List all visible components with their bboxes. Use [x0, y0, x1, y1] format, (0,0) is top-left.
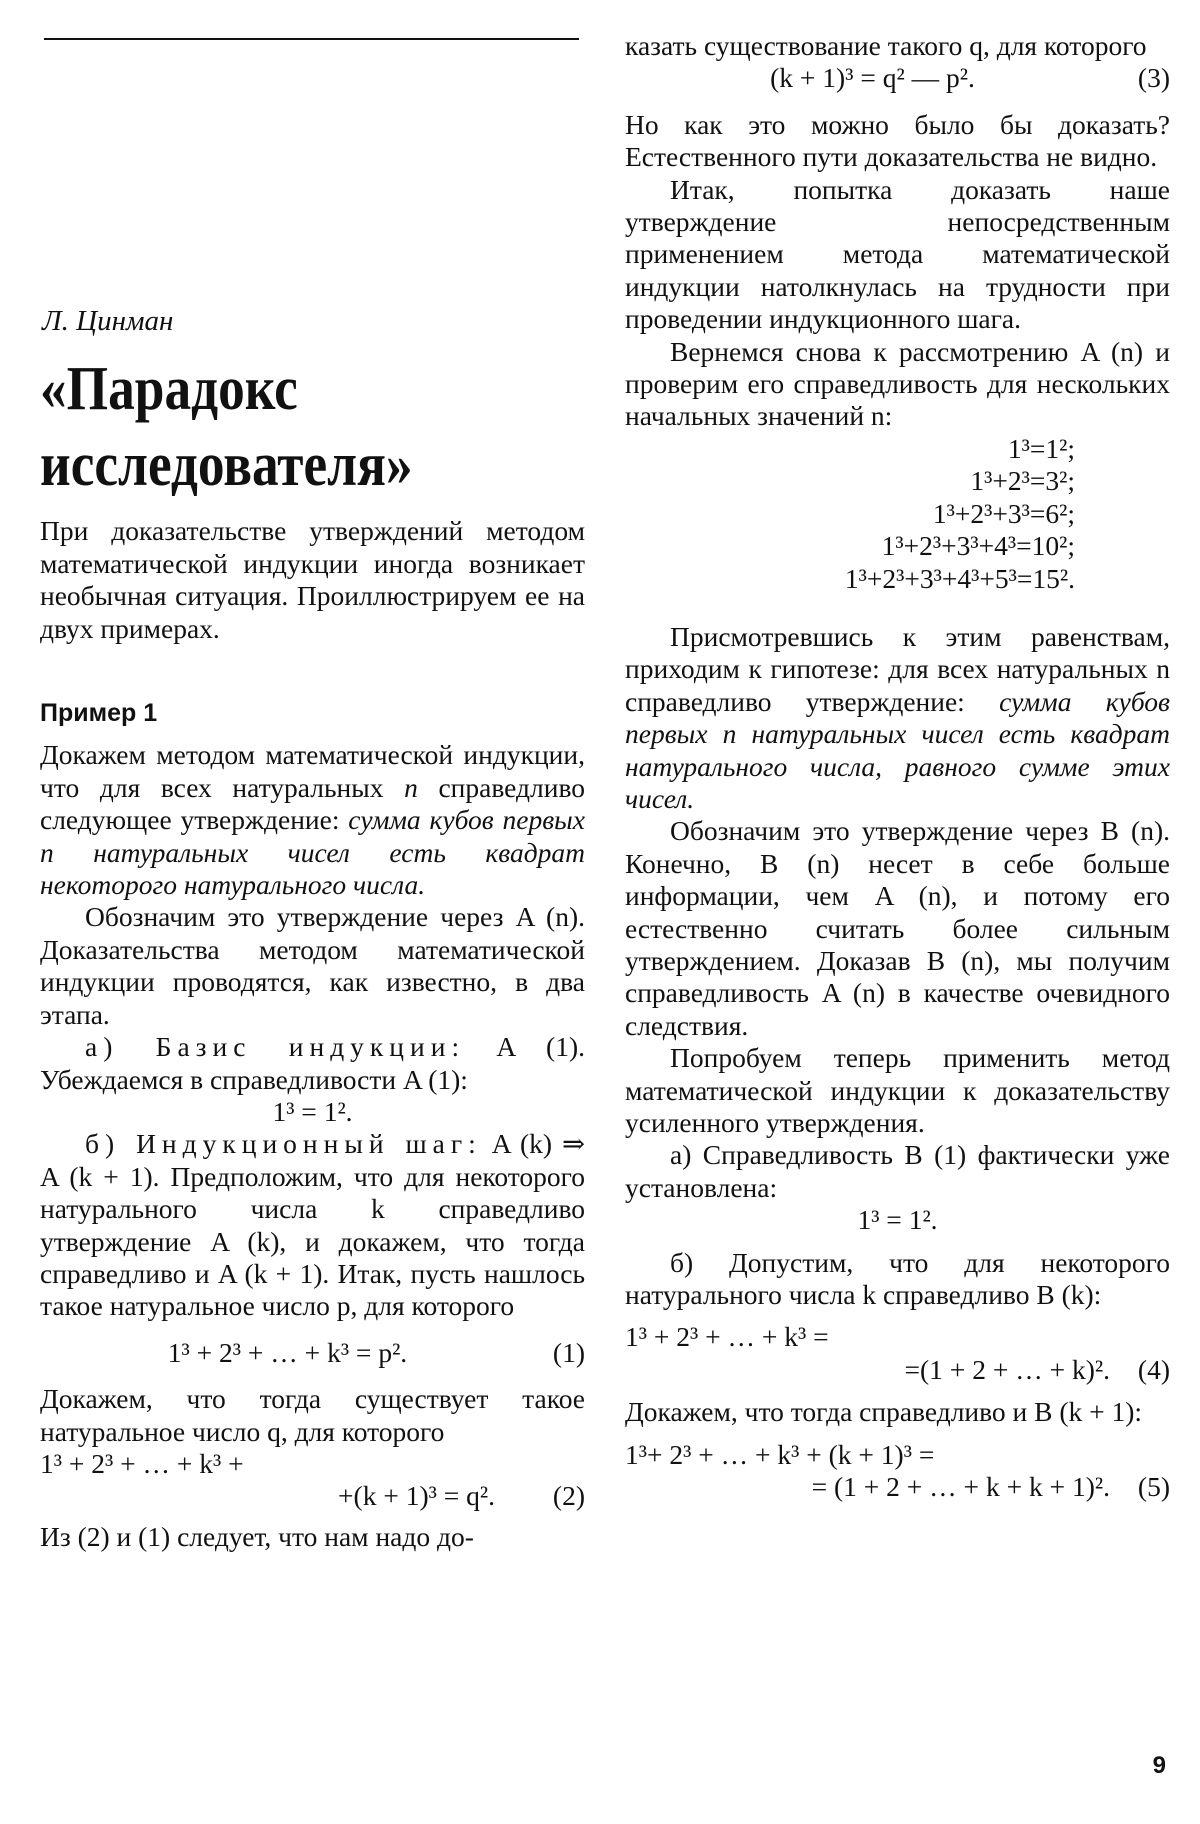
equation-number: (3)	[1137, 62, 1170, 94]
left-paragraph-5: Докажем, что тогда существует такое натуральное число q, для которого	[40, 1383, 585, 1447]
right-paragraph-10: Докажем, что тогда справедливо и B (k + 1):	[625, 1396, 1143, 1428]
right-column	[625, 30, 1170, 1503]
equation-expression: =(1 + 2 + … + k)².	[904, 1353, 1110, 1385]
equation-3	[625, 62, 1170, 94]
equation-expression: +(k + 1)³ = q².	[338, 1480, 495, 1512]
cube-sum-line: 1³+2³=3²;	[970, 465, 1075, 497]
right-paragraph-7: Попробуем теперь применить метод математической индукции к доказательству усиленного утверждения.	[625, 1042, 1170, 1138]
cube-sum-line: 1³+2³+3³+4³+5³=15².	[844, 562, 1075, 594]
equation-2-line-1: 1³ + 2³ + … + k³ +	[40, 1447, 244, 1479]
equation-b1: 1³ = 1².	[857, 1204, 938, 1236]
right-paragraph-6: Обозначим это утверждение через B (n). Конечно, B (n) несет в себе больше информации, чем A (n), и потому его естественно считать более сильным утверждением. Доказав B (n), мы получим справедливость A (n) в качестве очевидного следствия.	[625, 815, 1170, 1041]
intro-paragraph: При доказательстве утверждений методом математической индукции иногда возникает необычная ситуация. Проиллюстрируем ее на двух примерах.	[40, 515, 585, 644]
equation-1	[40, 1337, 585, 1369]
italic-statement: сумма кубов первых n натуральных чисел есть квадрат некоторого натурального числа.	[40, 804, 586, 901]
right-paragraph-2: Но как это можно было бы доказать? Естественного пути доказательства не видно.	[625, 108, 1170, 173]
cube-sum-line: 1³+2³+3³=6²;	[932, 497, 1075, 529]
text-run: Присмотревшись к этим равенствам, приходим к гипотезе: для всех натуральных n справедливо утверждение:	[625, 620, 1170, 717]
text-run: Докажем методом математической индукции, что для всех натуральных	[40, 739, 585, 803]
right-paragraph-1: казать существование такого q, для которого	[625, 30, 1147, 61]
left-column	[40, 30, 585, 1553]
equation-number: (5)	[1137, 1471, 1170, 1503]
article-title	[40, 351, 509, 503]
title-line-2: исследователя»	[40, 431, 413, 500]
spaced-label: а) Базис индукции:	[85, 1031, 466, 1063]
cube-sum-line: 1³=1²;	[1007, 432, 1075, 464]
right-paragraph-4: Вернемся снова к рассмотрению A (n) и проверим его справедливость для нескольких начальных значений n:	[625, 335, 1170, 432]
equation-expression: (k + 1)³ = q² — p².	[770, 62, 975, 94]
right-paragraph-8: а) Справедливость B (1) фактически уже установлена:	[625, 1139, 1170, 1203]
spaced-label: б) Индукционный шаг:	[85, 1128, 482, 1160]
right-paragraph-3: Итак, попытка доказать наше утверждение непосредственным применением метода математической индукции натолкнулась на трудности при проведении индукционного шага.	[625, 173, 1170, 335]
author: Л. Цинман	[42, 305, 174, 337]
equation-5-line-2	[625, 1471, 1170, 1503]
title-line-1: «Парадокс	[40, 355, 298, 424]
cube-sum-line: 1³+2³+3³+4³=10²;	[881, 530, 1075, 562]
left-paragraph-6: Из (2) и (1) следует, что нам надо до-	[40, 1520, 474, 1552]
text-run: A (k) ⇒ A (k + 1). Предположим, что для некоторого натурального числа k справедливо утверждение A (k), и докажем, что тогда справедливо и A (k + 1). Итак, пусть нашлось такое натуральное число p, для которого	[40, 1128, 585, 1322]
left-paragraph-2: Обозначим это утверждение через A (n). Доказательства методом математической индукции проводятся, как известно, в два этапа.	[40, 901, 585, 1030]
text-run: справедливо следующее утверждение:	[40, 771, 585, 836]
right-paragraph-5	[625, 621, 1170, 815]
text-run: n	[404, 771, 418, 803]
page-number: 9	[1152, 1752, 1166, 1779]
equation-expression: 1³ + 2³ + … + k³ = p².	[167, 1336, 408, 1368]
left-paragraph-3	[40, 1031, 585, 1096]
right-paragraph-9: б) Допустим, что для некоторого натурального числа k справедливо B (k):	[625, 1246, 1170, 1311]
equation-number: (1)	[552, 1336, 585, 1368]
equation-expression: = (1 + 2 + … + k + k + 1)².	[811, 1471, 1110, 1503]
equation-4-line-2	[625, 1354, 1170, 1386]
subheading: Пример 1	[40, 699, 158, 728]
equation-4-line-1: 1³ + 2³ + … + k³ =	[625, 1321, 829, 1353]
text-run: A (1). Убеждаемся в справедливости A (1):	[40, 1031, 585, 1095]
equation-number: (2)	[552, 1480, 585, 1512]
equation-number: (4)	[1137, 1353, 1170, 1385]
equation-2-line-2	[40, 1480, 585, 1512]
left-paragraph-4	[40, 1128, 585, 1322]
left-paragraph-1	[40, 739, 585, 901]
cubes-list	[625, 433, 1170, 595]
italic-statement: сумма кубов первых n натуральных чисел есть квадрат натурального числа, равного сумме этих чисел.	[625, 685, 1170, 814]
equation-base: 1³ = 1².	[272, 1095, 353, 1127]
equation-5-line-1: 1³+ 2³ + … + k³ + (k + 1)³ =	[625, 1438, 935, 1470]
